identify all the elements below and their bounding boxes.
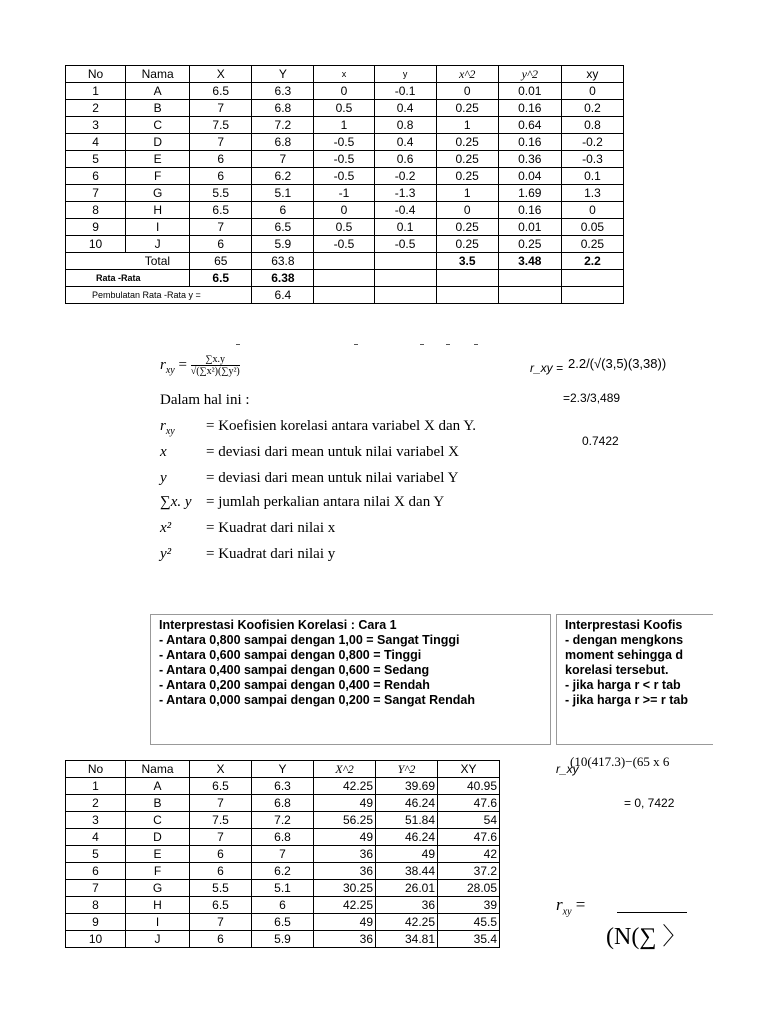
table-cell: 0 — [314, 83, 374, 100]
table-cell: 3 — [66, 812, 126, 829]
table-cell — [374, 253, 436, 270]
table-cell: 7.5 — [190, 117, 252, 134]
box2-title: Interprestasi Koofis — [565, 618, 683, 632]
definition-item — [160, 520, 580, 542]
table-cell: 36 — [314, 846, 376, 863]
table-cell: 0.25 — [436, 168, 498, 185]
table-cell: -0.2 — [561, 134, 623, 151]
total-y: 63.8 — [252, 253, 314, 270]
table-cell: 37.2 — [438, 863, 500, 880]
table-cell: 5.9 — [252, 931, 314, 948]
formula2-lhs-sub: xy — [562, 906, 572, 918]
table-row — [66, 880, 500, 897]
table-cell — [498, 270, 561, 287]
table-cell: 7.2 — [252, 117, 314, 134]
table-cell: F — [126, 168, 190, 185]
table-cell: 30.25 — [314, 880, 376, 897]
table-cell — [561, 270, 623, 287]
deviation-table — [65, 65, 624, 304]
table-cell: 7 — [190, 829, 252, 846]
table-cell: 0.25 — [436, 134, 498, 151]
definition-item — [160, 470, 580, 492]
table-cell: 5.1 — [252, 880, 314, 897]
table-cell: 6 — [252, 897, 314, 914]
table-cell: 0 — [561, 202, 623, 219]
table-cell: 0.25 — [436, 151, 498, 168]
table-cell: 54 — [438, 812, 500, 829]
table-cell: 5.5 — [190, 880, 252, 897]
definition-symbol: y — [160, 470, 167, 486]
box2-line: - jika harga r < r tab — [565, 678, 681, 692]
table-row — [66, 168, 624, 185]
correlation-formula: $r_{xy}$ = $\frac{\sum x.y}{\text{√(∑x²)(∑y²)}}$ — [160, 354, 240, 377]
table-cell: 6 — [190, 168, 252, 185]
table-row — [66, 829, 500, 846]
definition-item — [160, 444, 580, 466]
table-cell: 49 — [314, 829, 376, 846]
table-cell: 4 — [66, 829, 126, 846]
table-cell — [436, 287, 498, 304]
table-cell: 7 — [190, 914, 252, 931]
table-row — [66, 151, 624, 168]
table-cell: 0.4 — [374, 134, 436, 151]
table-cell: -1 — [314, 185, 374, 202]
table-cell: G — [126, 880, 190, 897]
table-row — [66, 236, 624, 253]
definition-desc: = Kuadrat dari nilai x — [206, 520, 336, 536]
mean-label: Rata -Rata — [66, 270, 190, 287]
pearson-formula-partial — [556, 895, 585, 917]
table-cell: 7 — [66, 880, 126, 897]
table-cell: 47.6 — [438, 795, 500, 812]
formula-lhs: r — [160, 356, 166, 373]
table-cell: D — [126, 829, 190, 846]
box2-line: moment sehingga d — [565, 648, 684, 662]
table-cell: I — [126, 219, 190, 236]
header-row — [66, 66, 624, 83]
table-cell: 49 — [314, 914, 376, 931]
table-cell: 0.36 — [498, 151, 561, 168]
table-cell: 0.1 — [374, 219, 436, 236]
table-cell — [66, 253, 126, 270]
table-cell: 38.44 — [376, 863, 438, 880]
definition-desc: = deviasi dari mean untuk nilai variabel Y — [206, 470, 459, 486]
column-header: x^2 — [436, 66, 498, 83]
table-cell: 39.69 — [376, 778, 438, 795]
table-cell: F — [126, 863, 190, 880]
table-cell: 6.5 — [190, 83, 252, 100]
table-cell: 0.05 — [561, 219, 623, 236]
table-cell — [498, 287, 561, 304]
table-cell: E — [126, 151, 190, 168]
table-cell: 7 — [66, 185, 126, 202]
table-row — [66, 914, 500, 931]
table-cell: 6.8 — [252, 795, 314, 812]
formula-lhs-sub: xy — [165, 364, 175, 376]
total-xy: 2.2 — [561, 253, 623, 270]
mean-x: 6.5 — [190, 270, 252, 287]
table-cell: 0.5 — [314, 219, 374, 236]
definition-item — [160, 546, 580, 568]
formula-fraction — [191, 354, 240, 377]
divider-dash — [354, 344, 358, 345]
table-cell: 28.05 — [438, 880, 500, 897]
column-header: XY — [438, 761, 500, 778]
table-cell — [436, 270, 498, 287]
formula-denominator: √(∑x²)(∑y²) — [190, 366, 240, 377]
formula2-eq: = — [575, 895, 586, 914]
formula2-fraction-bar — [617, 912, 687, 913]
table-cell: A — [126, 83, 190, 100]
table-cell — [314, 253, 374, 270]
table-cell: 6.5 — [190, 897, 252, 914]
column-header: xy — [561, 66, 623, 83]
table-cell: 56.25 — [314, 812, 376, 829]
table-cell: 6 — [66, 863, 126, 880]
table-cell: C — [126, 812, 190, 829]
box1-line: - Antara 0,200 sampai dengan 0,400 = Rendah — [159, 678, 430, 692]
total-y2: 3.48 — [498, 253, 561, 270]
calc2-expr: (10(417.3)−(65 x 6 — [570, 754, 670, 769]
definition-symbol-sub: xy — [165, 426, 175, 437]
table-cell: 5 — [66, 846, 126, 863]
table-cell: 6 — [190, 863, 252, 880]
table-cell: 0.16 — [498, 100, 561, 117]
table-cell: 3 — [66, 117, 126, 134]
table-cell: 6 — [190, 236, 252, 253]
table-cell: E — [126, 846, 190, 863]
table-cell: 2 — [66, 795, 126, 812]
table-row — [66, 778, 500, 795]
table-cell: 0.25 — [561, 236, 623, 253]
rounded-mean-label: Pembulatan Rata -Rata y = — [66, 287, 252, 304]
table-cell: 36 — [376, 897, 438, 914]
table-cell: 6 — [190, 151, 252, 168]
total-x: 65 — [190, 253, 252, 270]
table-cell: 10 — [66, 931, 126, 948]
table-cell: 6 — [252, 202, 314, 219]
table-cell: 47.6 — [438, 829, 500, 846]
table-cell: 7.5 — [190, 812, 252, 829]
column-header: X^2 — [314, 761, 376, 778]
table-cell: 49 — [376, 846, 438, 863]
definition-item — [160, 418, 580, 440]
table-row — [66, 100, 624, 117]
table-cell: 6.3 — [252, 778, 314, 795]
table-cell: 8 — [66, 202, 126, 219]
table-cell: 0.2 — [561, 100, 623, 117]
table-cell: 6.2 — [252, 863, 314, 880]
table-cell — [374, 270, 436, 287]
table-cell: 8 — [66, 897, 126, 914]
raw-score-table — [65, 760, 500, 948]
table-cell: 0.16 — [498, 202, 561, 219]
table-cell: 4 — [66, 134, 126, 151]
definition-desc: = deviasi dari mean untuk nilai variabel X — [206, 444, 459, 460]
table-cell: H — [126, 897, 190, 914]
column-header: y — [374, 66, 436, 83]
table-cell: 9 — [66, 914, 126, 931]
table-cell: 0.8 — [561, 117, 623, 134]
table-cell: 7 — [190, 795, 252, 812]
table-cell: 6 — [66, 168, 126, 185]
table-cell: 42.25 — [314, 897, 376, 914]
calc-line1: 2.2/(√(3,5)(3,38)) — [568, 356, 667, 371]
table-cell: I — [126, 914, 190, 931]
table-cell: -0.5 — [374, 236, 436, 253]
table-cell: G — [126, 185, 190, 202]
rounded-mean-row — [66, 287, 624, 304]
table-cell: 7 — [190, 219, 252, 236]
table-cell: 6.5 — [190, 778, 252, 795]
table-cell: 6.8 — [252, 134, 314, 151]
table-cell: 49 — [314, 795, 376, 812]
table-cell: 7.2 — [252, 812, 314, 829]
table-row — [66, 795, 500, 812]
divider-dash — [446, 344, 450, 345]
table-cell: 5.5 — [190, 185, 252, 202]
table-cell: 34.81 — [376, 931, 438, 948]
calc2-label: r_xy — [556, 762, 579, 776]
box1-line: - Antara 0,800 sampai dengan 1,00 = Sangat Tinggi — [159, 633, 460, 647]
table-cell: 7 — [190, 134, 252, 151]
divider-dash — [236, 344, 240, 345]
box1-line: - Antara 0,400 sampai dengan 0,600 = Sedang — [159, 663, 430, 677]
total-x2: 3.5 — [436, 253, 498, 270]
table-cell: B — [126, 795, 190, 812]
table-row — [66, 185, 624, 202]
table-cell: -1.3 — [374, 185, 436, 202]
table-cell: 42.25 — [314, 778, 376, 795]
column-header: y^2 — [498, 66, 561, 83]
table-row — [66, 219, 624, 236]
table-row — [66, 134, 624, 151]
table-cell: 0 — [561, 83, 623, 100]
table-cell: 0.25 — [436, 100, 498, 117]
table-cell: 0.16 — [498, 134, 561, 151]
column-header: X — [190, 761, 252, 778]
column-header: X — [190, 66, 252, 83]
table-cell: 0.01 — [498, 219, 561, 236]
table-row — [66, 897, 500, 914]
table-cell: 6.8 — [252, 829, 314, 846]
table-cell: 5.1 — [252, 185, 314, 202]
box2-line: - jika harga r >= r tab — [565, 693, 688, 707]
table-row — [66, 202, 624, 219]
table-cell: H — [126, 202, 190, 219]
definition-symbol: $r_{xy}$ — [160, 418, 175, 437]
table-cell: 36 — [314, 863, 376, 880]
box1-title: Interprestasi Koofisien Korelasi : Cara 1 — [159, 618, 397, 632]
table-cell: 36 — [314, 931, 376, 948]
table-cell: -0.5 — [314, 236, 374, 253]
table-row — [66, 931, 500, 948]
column-header: Y — [252, 66, 314, 83]
table-cell — [561, 287, 623, 304]
table-cell: -0.1 — [374, 83, 436, 100]
calc-label: r_xy = — [530, 361, 564, 375]
header-row — [66, 761, 500, 778]
table-cell: 42 — [438, 846, 500, 863]
divider-dash — [420, 344, 424, 345]
column-header: No — [66, 761, 126, 778]
table-cell: 0.64 — [498, 117, 561, 134]
table-cell: 46.24 — [376, 829, 438, 846]
table-cell: 6.2 — [252, 168, 314, 185]
definition-desc: = Kuadrat dari nilai y — [206, 546, 336, 562]
table-cell: 6.5 — [252, 219, 314, 236]
table-cell: 51.84 — [376, 812, 438, 829]
table-cell: 0 — [436, 83, 498, 100]
table-row — [66, 83, 624, 100]
definition-symbol: x — [160, 444, 167, 460]
table-cell: J — [126, 931, 190, 948]
table-row — [66, 117, 624, 134]
column-header: Y^2 — [376, 761, 438, 778]
column-header: No — [66, 66, 126, 83]
table-cell: 1 — [66, 83, 126, 100]
table-row — [66, 863, 500, 880]
definition-symbol: ∑x. y — [160, 494, 192, 510]
table-cell: 1 — [436, 185, 498, 202]
table-cell: 35.4 — [438, 931, 500, 948]
formula2-lhs: r — [556, 895, 563, 914]
definitions-intro: Dalam hal ini : — [160, 392, 250, 408]
table-cell: 26.01 — [376, 880, 438, 897]
table-cell: J — [126, 236, 190, 253]
definition-symbol: x² — [160, 520, 172, 536]
table-cell: 0.04 — [498, 168, 561, 185]
rounded-mean-value: 6.4 — [252, 287, 314, 304]
box1-line: - Antara 0,600 sampai dengan 0,800 = Tinggi — [159, 648, 422, 662]
table-row — [66, 846, 500, 863]
table-row — [66, 812, 500, 829]
mean-y: 6.38 — [252, 270, 314, 287]
column-header: x — [314, 66, 374, 83]
table-cell: 0.1 — [561, 168, 623, 185]
table-cell: 9 — [66, 219, 126, 236]
table-cell: 1 — [314, 117, 374, 134]
table-cell: 1.3 — [561, 185, 623, 202]
table-cell: 6.3 — [252, 83, 314, 100]
box1-line: - Antara 0,000 sampai dengan 0,200 = Sangat Rendah — [159, 693, 475, 707]
table-cell — [314, 270, 374, 287]
table-cell: 0.25 — [436, 236, 498, 253]
table-cell: 1.69 — [498, 185, 561, 202]
table-cell: B — [126, 100, 190, 117]
table-cell — [314, 287, 374, 304]
table-cell: 42.25 — [376, 914, 438, 931]
calc-line2: =2.3/3,489 — [563, 391, 621, 405]
interpretation-box-1 — [150, 614, 551, 745]
table-cell: 1 — [436, 117, 498, 134]
table-cell: 0.6 — [374, 151, 436, 168]
definition-symbol: y² — [160, 546, 172, 562]
table-cell: 2 — [66, 100, 126, 117]
table-cell: D — [126, 134, 190, 151]
column-header: Nama — [126, 761, 190, 778]
table-cell: 1 — [66, 778, 126, 795]
table-cell: 0 — [436, 202, 498, 219]
table-cell: -0.5 — [314, 151, 374, 168]
definition-item — [160, 494, 580, 516]
table-cell: 6 — [190, 846, 252, 863]
table-cell: 0.25 — [498, 236, 561, 253]
table-cell: 0.25 — [436, 219, 498, 236]
table-cell: -0.2 — [374, 168, 436, 185]
table-cell: 39 — [438, 897, 500, 914]
column-header: Y — [252, 761, 314, 778]
table-cell: 7 — [252, 151, 314, 168]
calc-result: 0.7422 — [582, 434, 619, 448]
divider-dash — [474, 344, 478, 345]
box2-line: - dengan mengkons — [565, 633, 684, 647]
table-cell: 0 — [314, 202, 374, 219]
table-cell: A — [126, 778, 190, 795]
table-cell: 10 — [66, 236, 126, 253]
table-cell: 5.9 — [252, 236, 314, 253]
table-cell: 46.24 — [376, 795, 438, 812]
table-cell: 0.01 — [498, 83, 561, 100]
table-cell: 7 — [190, 100, 252, 117]
definition-desc: = Koefisien korelasi antara variabel X dan Y. — [206, 418, 477, 434]
table-cell: 7 — [252, 846, 314, 863]
table-cell: 0.5 — [314, 100, 374, 117]
table-cell — [374, 287, 436, 304]
box2-line: korelasi tersebut. — [565, 663, 669, 677]
table-cell: C — [126, 117, 190, 134]
formula-numerator: ∑x.y — [191, 354, 240, 366]
table-cell: 45.5 — [438, 914, 500, 931]
table-cell: -0.4 — [374, 202, 436, 219]
table-cell: 0.4 — [374, 100, 436, 117]
formula2-denominator: (N(∑ 〉 — [606, 924, 687, 950]
table-cell: 40.95 — [438, 778, 500, 795]
table-cell: -0.5 — [314, 168, 374, 185]
table-cell: 0.8 — [374, 117, 436, 134]
column-header: Nama — [126, 66, 190, 83]
definition-desc: = jumlah perkalian antara nilai X dan Y — [206, 494, 445, 510]
table-cell: 6 — [190, 931, 252, 948]
total-label: Total — [126, 253, 190, 270]
total-row — [66, 253, 624, 270]
interpretation-box-2 — [556, 614, 713, 745]
mean-row — [66, 270, 624, 287]
table-cell: -0.5 — [314, 134, 374, 151]
table-cell: -0.3 — [561, 151, 623, 168]
table-cell: 6.5 — [190, 202, 252, 219]
table-cell: 6.8 — [252, 100, 314, 117]
calc2-result: = 0, 7422 — [624, 796, 675, 810]
table-cell: 6.5 — [252, 914, 314, 931]
table-cell: 5 — [66, 151, 126, 168]
